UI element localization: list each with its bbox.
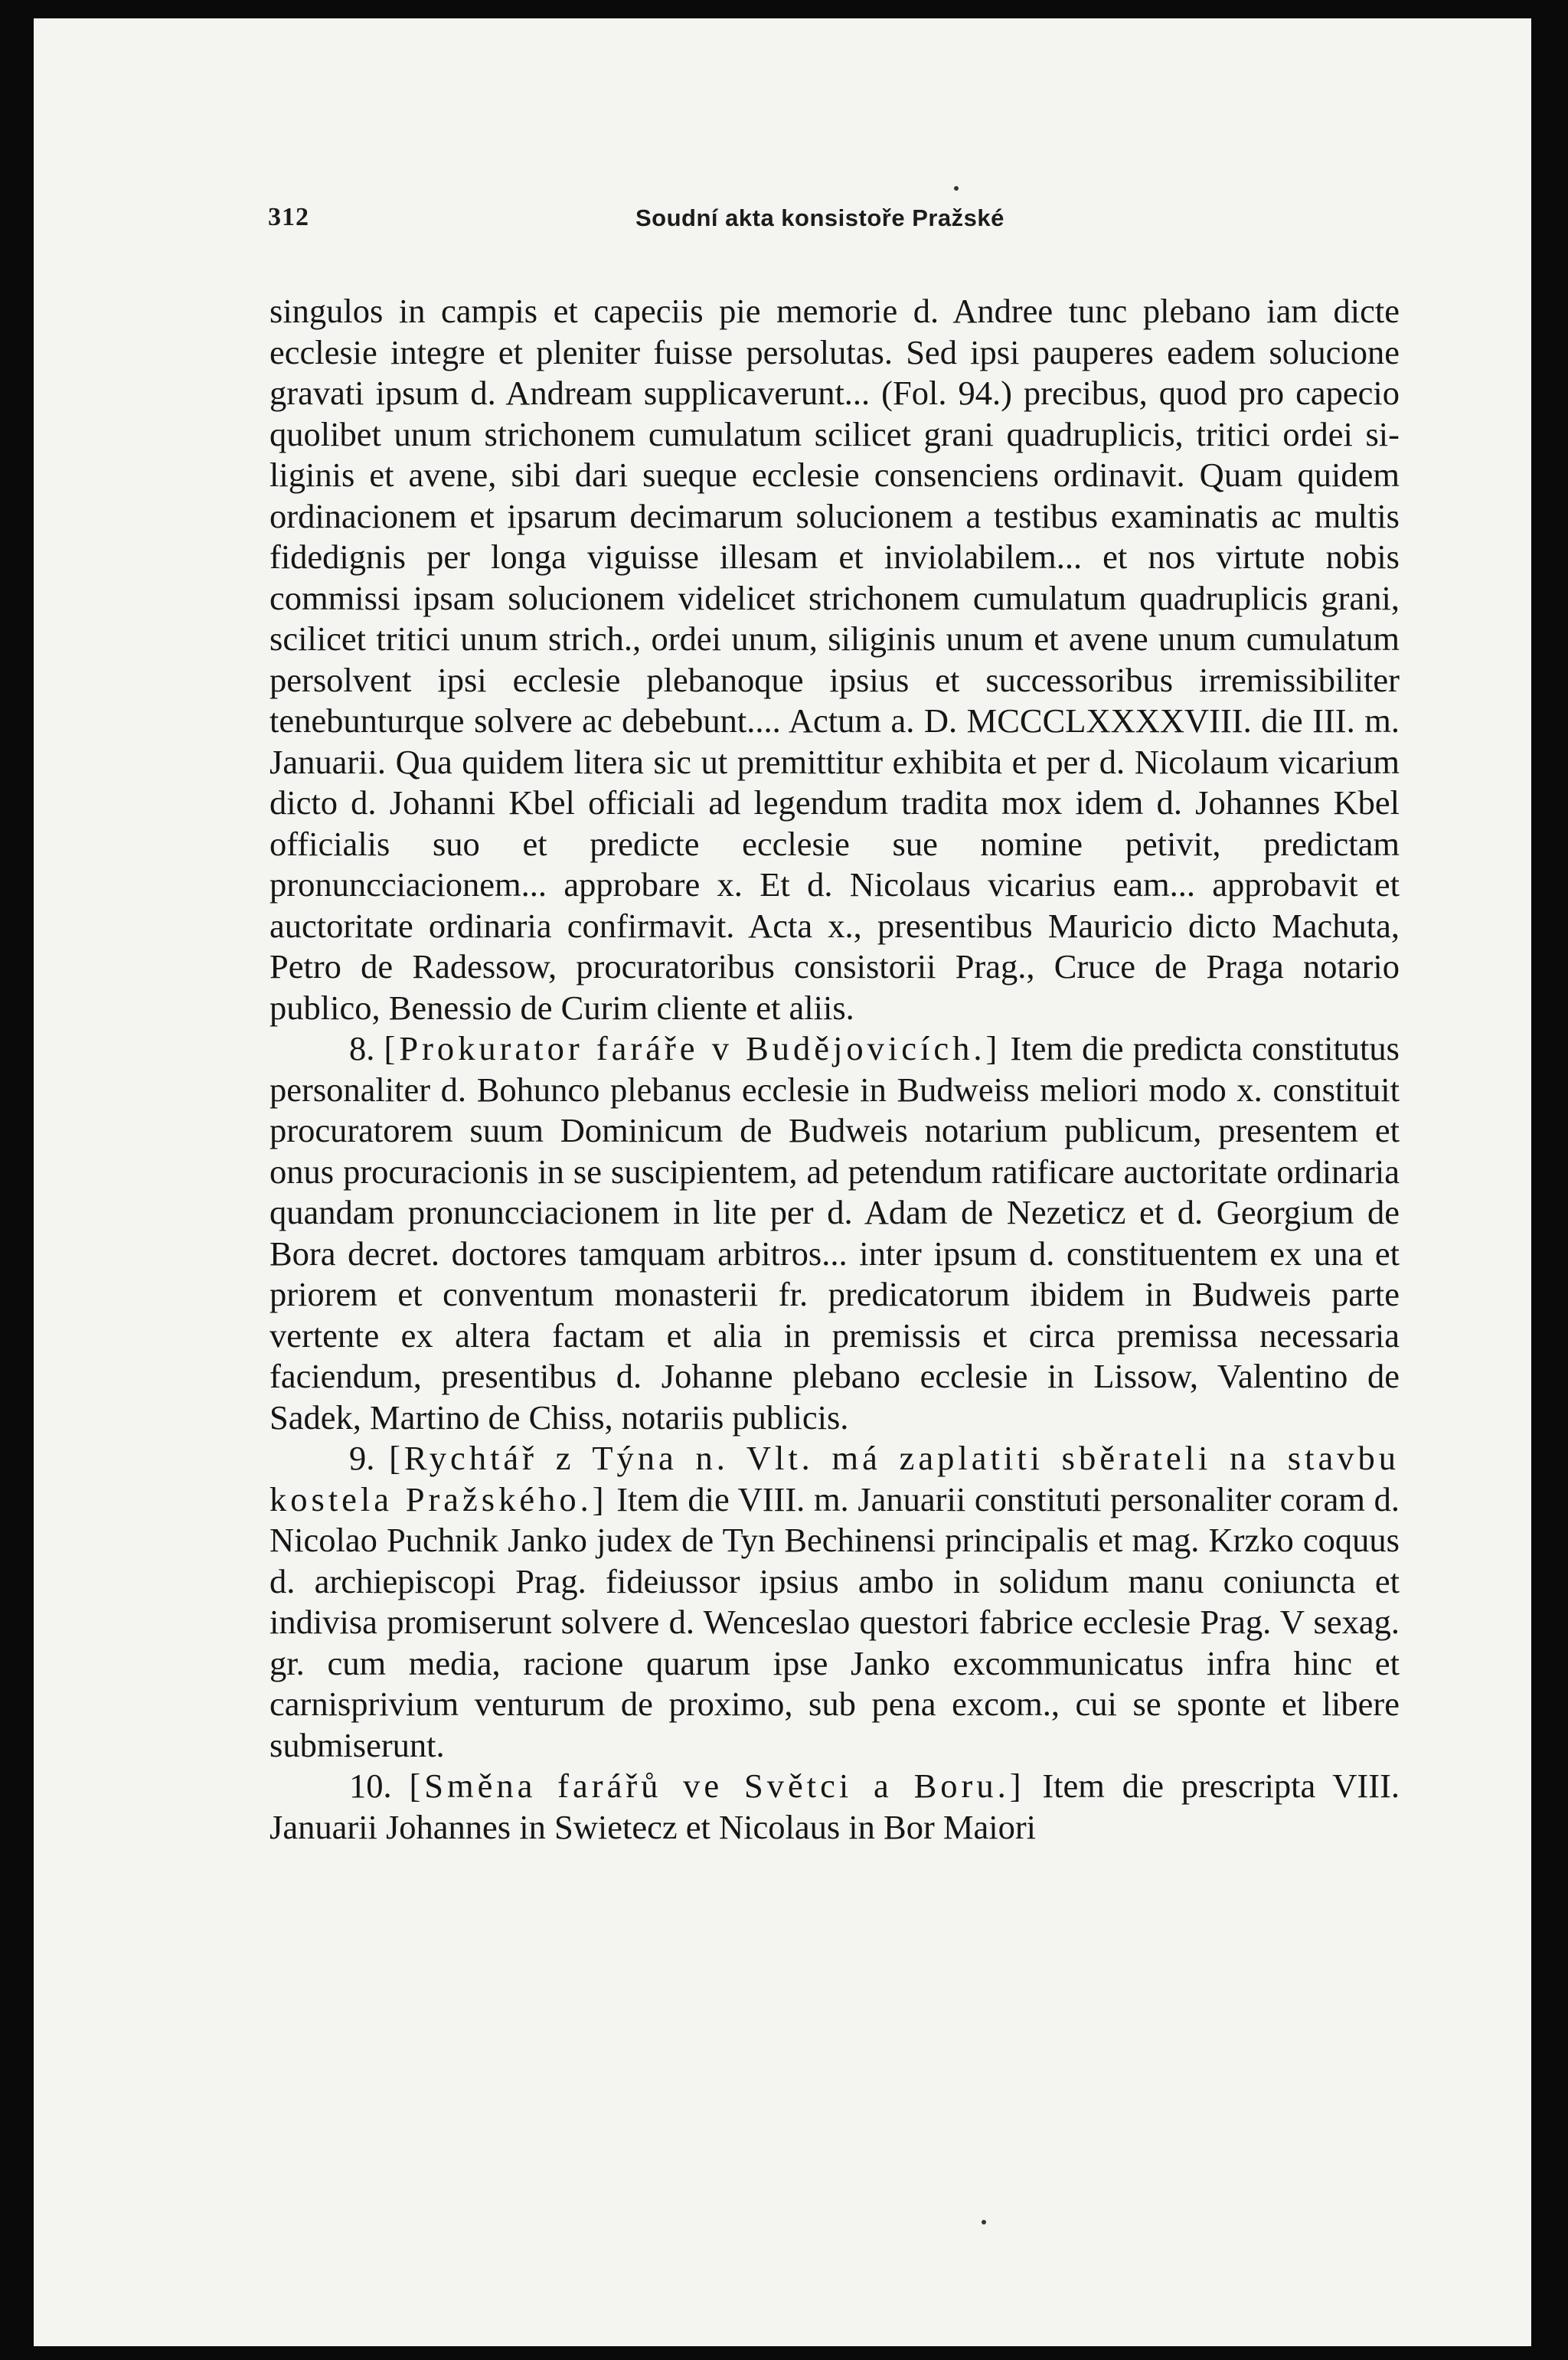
page-header xyxy=(268,203,1409,238)
entry-8 xyxy=(270,1028,1400,1438)
entry-heading: [Směna farářů ve Světci a Boru.] xyxy=(409,1767,1025,1805)
document-body xyxy=(270,291,1400,1848)
entry-text: Item die prescripta VIII. Januarii Johannes in Swietecz et Nicolaus in Bor Maiori xyxy=(270,1767,1400,1846)
scan-speck xyxy=(982,2220,986,2224)
entry-text: Item die predicta constitutus personaliter d. Bohunco plebanus ecclesie in Budweiss meliori modo x. constituit procuratorem suum Dominicum de Budweis notarium publicum, presentem et onus procuracionis in se suscipientem, ad petendum ratificare auctoritate ordinaria quandam pronuncciacionem in lite per d. Adam de Nezeticz et d. Georgium de Bora decret. doctores tamquam arbitros... inter ipsum d. constituentem ex una et priorem et conventum monasterii fr. predicatorum ibidem in Budweis parte vertente ex altera factam et alia in premissis et circa premissa necessaria faciendum, presentibus d. Johanne plebano ecclesie in Lissow, Valentino de Sadek, Martino de Chiss, notariis publicis. xyxy=(270,1029,1400,1437)
entry-number: 10. xyxy=(349,1767,392,1805)
scan-speck xyxy=(954,186,959,191)
entry-number: 8. xyxy=(349,1029,375,1067)
page-number: 312 xyxy=(268,203,309,231)
scan-border xyxy=(1531,0,1568,2360)
entry-heading: [Prokurator faráře v Budějovicích.] xyxy=(384,1029,1001,1067)
paragraph-continuation: singulos in campis et capeciis pie memorie d. Andree tunc plebano iam dicte ecclesie integre et pleniter fuisse persolutas. Sed ipsi pauperes eadem solucione gravati ipsum d. Andream supplicaverunt... (Fol. 94.) precibus, quod pro capecio quolibet unum strichonem cumulatum scilicet grani quadruplicis, tritici ordei siliginis et avene, sibi dari sueque ecclesie consenciens ordinavit. Quam quidem ordinacionem et ipsarum decimarum solucionem a testibus examinatis ac multis fidedignis per longa viguisse illesam et inviolabilem... et nos virtute nobis commissi ipsam solucionem videlicet strichonem cumulatum quadruplicis grani, scilicet tritici unum strich., ordei unum, siliginis unum et avene unum cumulatum persolvent ipsi ecclesie plebanoque ipsius et successoribus irremissibiliter tenebunturque solvere ac debebunt.... Actum a. D. MCCCLXXXXVIII. die III. m. Januarii. Qua quidem litera sic ut premittitur exhibita et per d. Nicolaum vicarium dicto d. Johanni Kbel officiali ad legendum tradita mox idem d. Johannes Kbel officialis suo et predicte ecclesie sue nomine petivit, predictam pronuncciacionem... approbare x. Et d. Nicolaus vicarius eam... approbavit et auctoritate ordinaria confirmavit. Acta x., presentibus Mauricio dicto Machuta, Petro de Radessow, procuratoribus consistorii Prag., Cruce de Praga notario publico, Benessio de Curim cliente et aliis. xyxy=(270,292,1400,1027)
entry-9 xyxy=(270,1438,1400,1766)
running-title: Soudní akta konsistoře Pražské xyxy=(635,204,1004,231)
entry-number: 9. xyxy=(349,1439,375,1477)
entry-10 xyxy=(270,1766,1400,1848)
entry-heading: [Rychtář z Týna n. Vlt. má zaplatiti sběrateli na stavbu kostela Pražského.] xyxy=(270,1439,1400,1518)
entry-text: Item die VIII. m. Januarii constituti personaliter coram d. Nicolao Puchnik Janko judex de Tyn Bechinensi principalis et mag. Krzko coquus d. archiepiscopi Prag. fideiussor ipsius ambo in solidum manu coniuncta et indivisa promiserunt solvere d. Wenceslao questori fabrice ecclesie Prag. V sexag. gr. cum media, racione quarum ipse Janko excommunicatus infra hinc et carnisprivium venturum de proximo, sub pena excom., cui se sponte et libere submiserunt. xyxy=(270,1479,1400,1764)
